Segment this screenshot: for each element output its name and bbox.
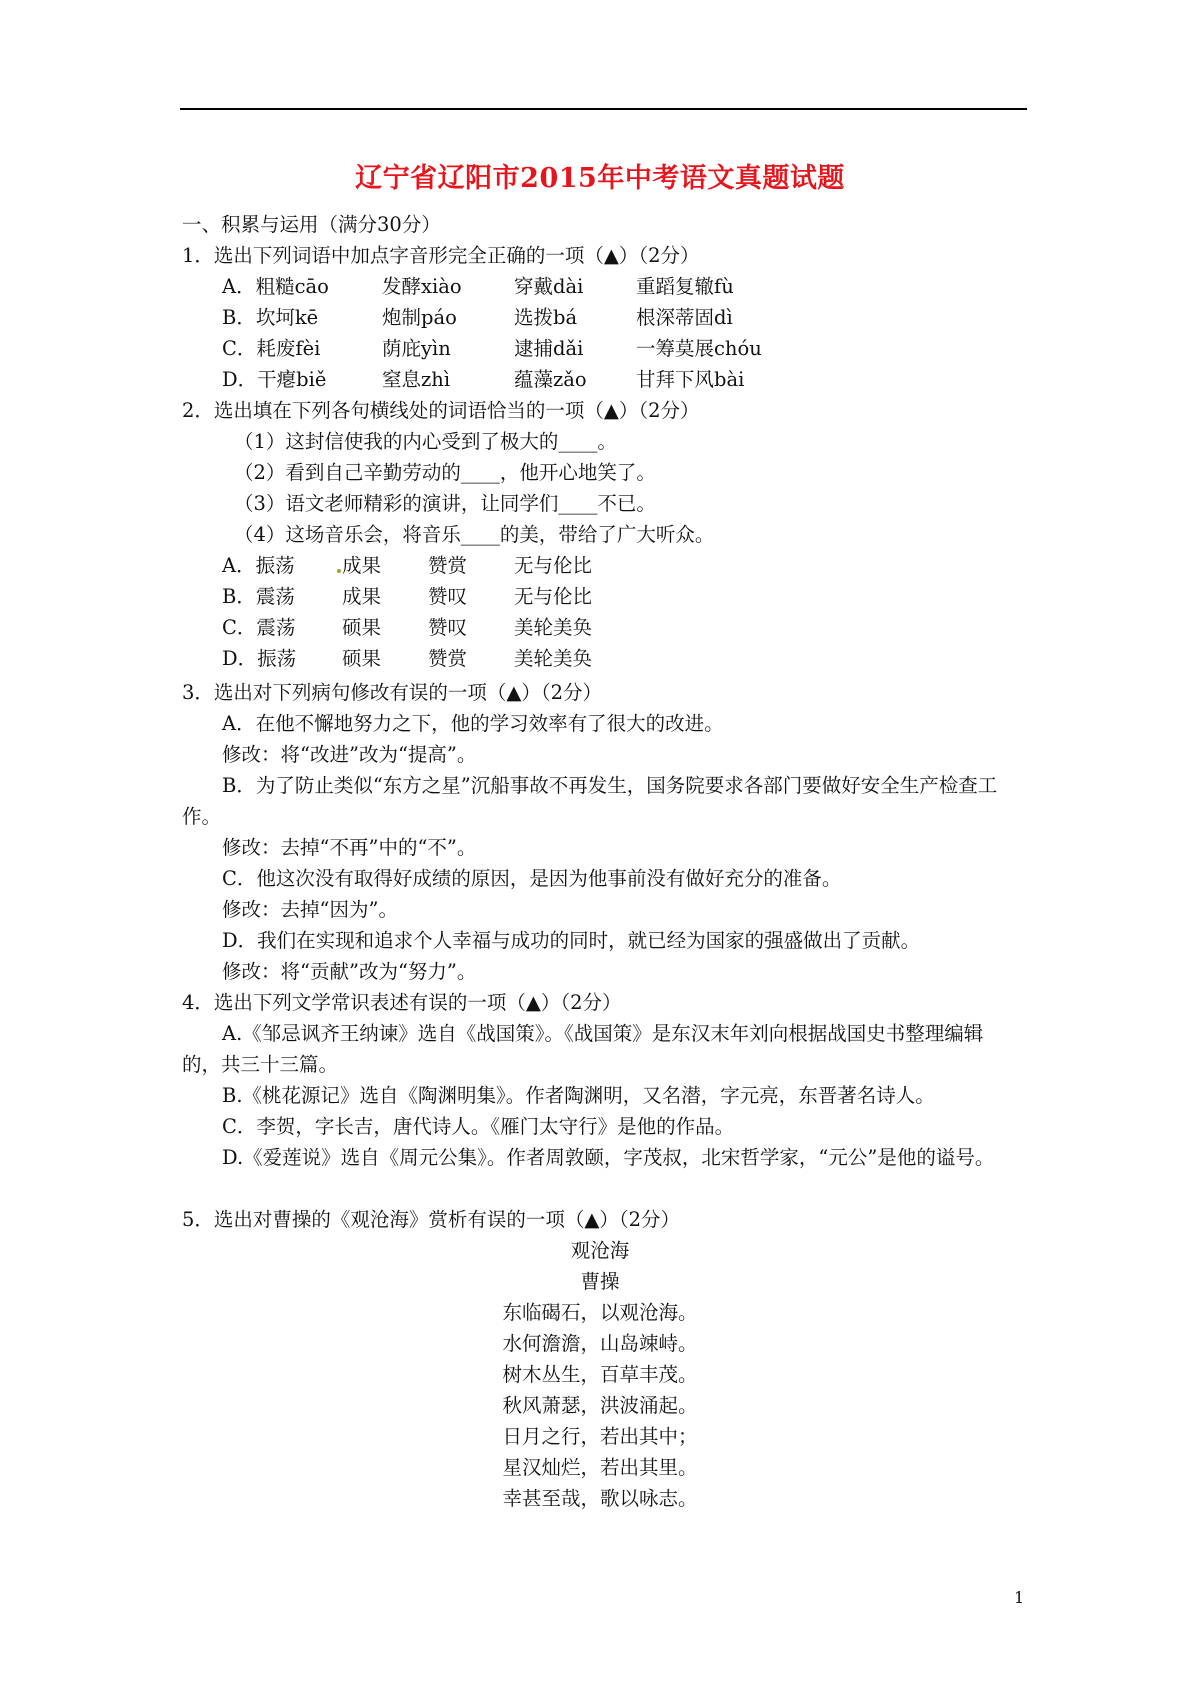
question-4-option-d: D.《爱莲说》选自《周元公集》。作者周敦颐，字茂叔，北宋哲学家，“元公”是他的谥号。 xyxy=(222,1146,995,1169)
question-4-option-a: A.《邹忌讽齐王纳谏》选自《战国策》。《战国策》是东汉末年刘向根据战国史书整理编辑的，共三十三篇。 xyxy=(182,1022,984,1076)
question-1-option-c-item: 一筹莫展chóu xyxy=(636,337,762,360)
question-2-option-d-item: 美轮美奂 xyxy=(514,647,593,670)
question-2-option-c-item: 赞叹 xyxy=(428,616,468,639)
question-1-option-a-item: 重蹈复辙fù xyxy=(636,275,734,298)
question-3-stem: 3．选出对下列病句修改有误的一项（▲）（2分） xyxy=(182,681,603,704)
question-1-option-c-item: 逮捕dǎi xyxy=(514,337,584,360)
poem-line: 秋风萧瑟，洪波涌起。 xyxy=(502,1394,698,1417)
question-1-stem: 1．选出下列词语中加点字音形完全正确的一项（▲）（2分） xyxy=(182,244,700,267)
question-2-option-b-item: 赞叹 xyxy=(428,585,468,608)
question-2-option-d-item: D．振荡 xyxy=(222,647,297,670)
question-4-option-c: C．李贺，字长吉，唐代诗人。《雁门太守行》是他的作品。 xyxy=(222,1115,735,1138)
question-2-option-c-item: 硕果 xyxy=(342,616,382,639)
section-heading: 一、积累与运用（满分30分） xyxy=(182,213,441,236)
question-2-sentence: （3）语文老师精彩的演讲，让同学们____不已。 xyxy=(234,492,656,515)
question-2-option-a-item: 成果 xyxy=(342,554,382,577)
poem-line: 星汉灿烂，若出其里。 xyxy=(502,1456,698,1479)
poem-line: 日月之行，若出其中； xyxy=(502,1425,698,1448)
question-5-stem: 5．选出对曹操的《观沧海》赏析有误的一项（▲）（2分） xyxy=(182,1208,681,1231)
question-3-fix-d: 修改：将“贡献”改为“努力”。 xyxy=(222,960,477,983)
poem-line: 水何澹澹，山岛竦峙。 xyxy=(502,1332,698,1355)
question-3-fix-b: 修改：去掉“不再”中的“不”。 xyxy=(222,836,477,859)
question-2-option-c-item: 美轮美奂 xyxy=(514,616,593,639)
question-1-option-d-item: D．干瘪biě xyxy=(222,368,327,391)
question-2-sentence: （4）这场音乐会，将音乐____的美，带给了广大听众。 xyxy=(234,523,715,546)
stray-mark xyxy=(337,569,341,573)
question-1-option-c-item: C．耗废fèi xyxy=(222,337,321,360)
question-1-option-d-item: 蕴藻zǎo xyxy=(514,368,587,391)
question-2-option-b-item: 无与伦比 xyxy=(514,585,593,608)
poem-author: 曹操 xyxy=(580,1270,620,1293)
poem-line: 树木丛生，百草丰茂。 xyxy=(502,1363,698,1386)
poem-title: 观沧海 xyxy=(570,1239,630,1262)
question-1-option-d-item: 窒息zhì xyxy=(382,368,451,391)
question-2-stem: 2．选出填在下列各句横线处的词语恰当的一项（▲）（2分） xyxy=(182,399,700,422)
question-1-option-b-item: 选拨bá xyxy=(514,306,578,329)
document-title: 辽宁省辽阳市2015年中考语文真题试题 xyxy=(355,163,845,194)
question-2-option-a-item: 无与伦比 xyxy=(514,554,593,577)
question-3-option-b: B．为了防止类似“东方之星”沉船事故不再发生，国务院要求各部门要做好安全生产检查工作。 xyxy=(182,774,998,828)
question-1-option-c-item: 荫庇yìn xyxy=(382,337,451,360)
question-1-option-b-item: 根深蒂固dì xyxy=(636,306,733,329)
question-1-option-a-item: 发酵xiào xyxy=(382,275,462,298)
question-1-option-b-item: B．坎坷kē xyxy=(222,306,319,329)
question-1-option-b-item: 炮制páo xyxy=(382,306,457,329)
question-2-option-a-item: A．振荡 xyxy=(222,554,295,577)
question-2-option-d-item: 赞赏 xyxy=(428,647,468,670)
question-3-option-a: A．在他不懈地努力之下，他的学习效率有了很大的改进。 xyxy=(222,712,724,735)
question-4-option-b: B.《桃花源记》选自《陶渊明集》。作者陶渊明，又名潜，字元亮，东晋著名诗人。 xyxy=(222,1084,935,1107)
question-3-fix-c: 修改：去掉“因为”。 xyxy=(222,898,398,921)
question-3-option-d: D．我们在实现和追求个人幸福与成功的同时，就已经为国家的强盛做出了贡献。 xyxy=(222,929,921,952)
question-1-option-d-item: 甘拜下风bài xyxy=(636,368,745,391)
question-3-fix-a: 修改：将“改进”改为“提高”。 xyxy=(222,743,477,766)
question-1-option-a-item: 穿戴dài xyxy=(514,275,584,298)
poem-line: 东临碣石，以观沧海。 xyxy=(502,1301,698,1324)
question-2-option-c-item: C．震荡 xyxy=(222,616,296,639)
question-3-option-c: C．他这次没有取得好成绩的原因，是因为他事前没有做好充分的准备。 xyxy=(222,867,842,890)
question-4-stem: 4．选出下列文学常识表述有误的一项（▲）（2分） xyxy=(182,991,622,1014)
question-1-option-a-item: A．粗糙cāo xyxy=(222,275,329,298)
question-2-option-a-item: 赞赏 xyxy=(428,554,468,577)
question-2-option-b-item: 成果 xyxy=(342,585,382,608)
page-number: 1 xyxy=(1014,1588,1025,1607)
question-2-sentence: （1）这封信使我的内心受到了极大的____。 xyxy=(234,430,617,453)
question-2-option-b-item: B．震荡 xyxy=(222,585,295,608)
poem-line: 幸甚至哉，歌以咏志。 xyxy=(502,1487,698,1510)
header-rule xyxy=(180,108,1027,110)
question-2-option-d-item: 硕果 xyxy=(342,647,382,670)
question-2-sentence: （2）看到自己辛勤劳动的____，他开心地笑了。 xyxy=(234,461,656,484)
